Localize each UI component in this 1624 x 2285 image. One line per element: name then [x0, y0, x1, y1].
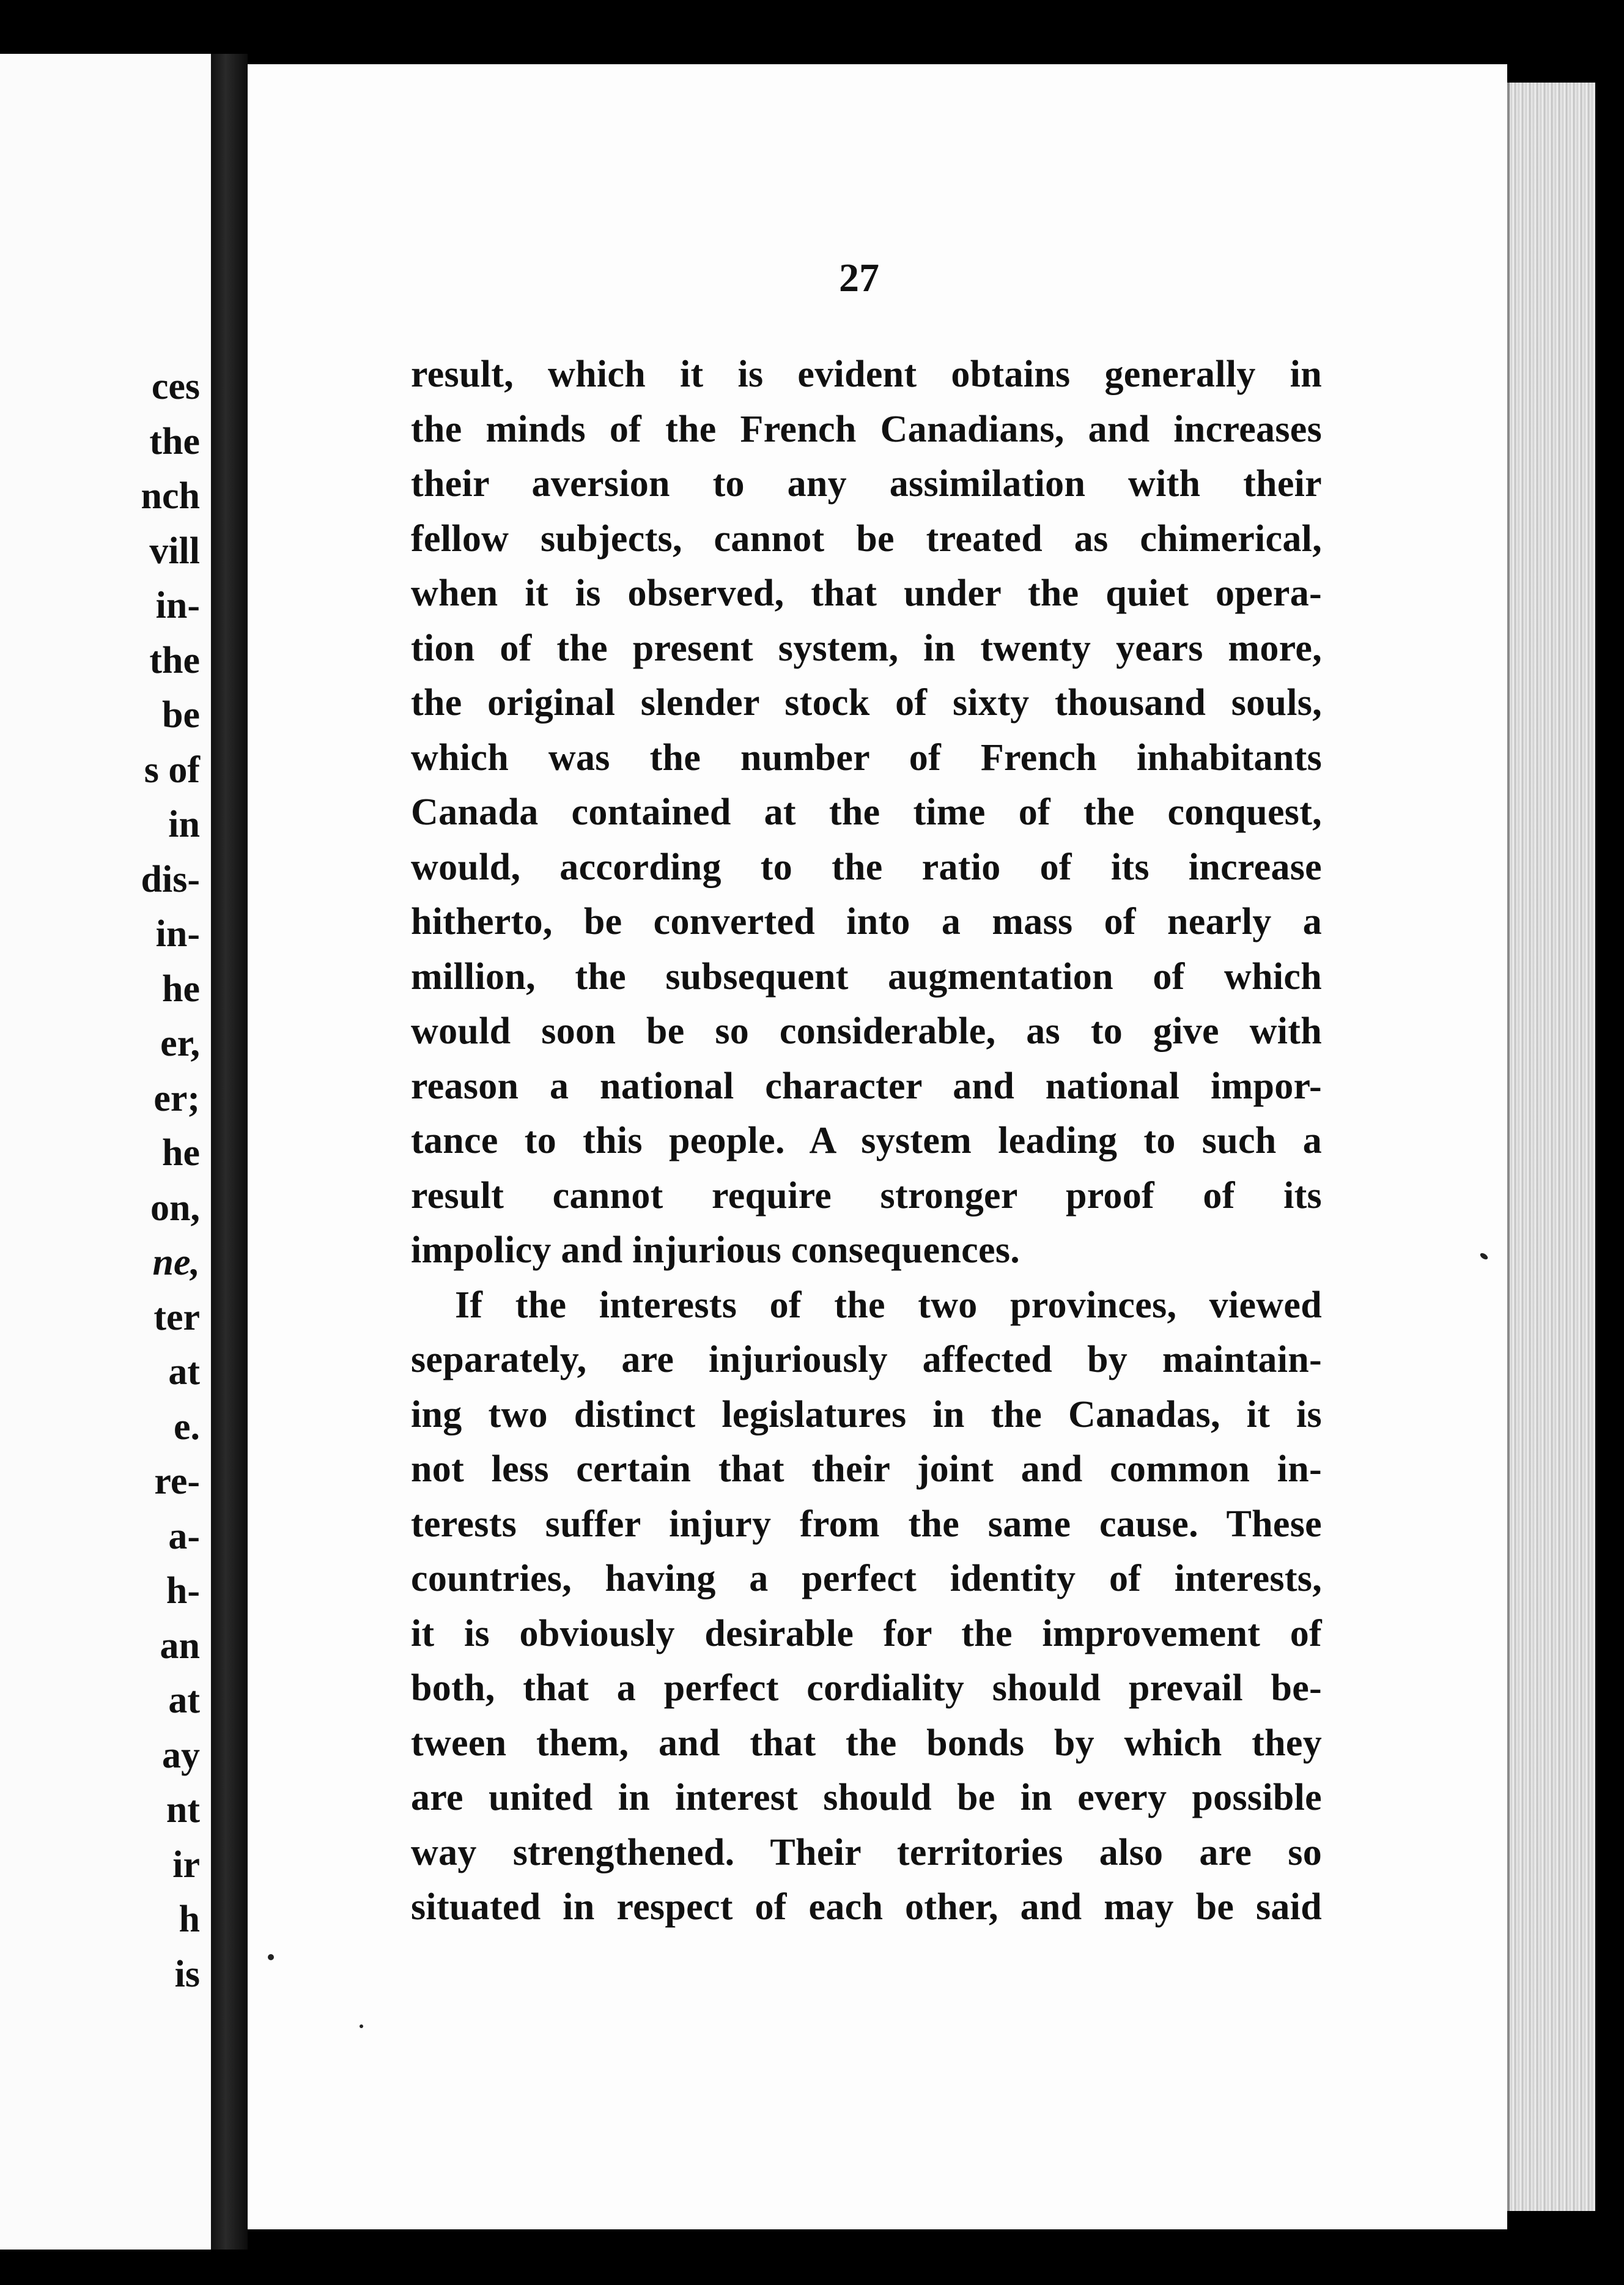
- text-line: terests suffer injury from the same cause. These: [411, 1503, 1322, 1545]
- text-line: would, according to the ratio of its increase: [411, 846, 1322, 888]
- left-fragment: in-: [155, 585, 200, 626]
- left-fragment: ter: [153, 1296, 200, 1338]
- left-fragment: is: [174, 1953, 200, 1995]
- left-fragment: e.: [173, 1405, 200, 1448]
- left-page: [0, 54, 211, 2250]
- text-line: not less certain that their joint and common in-: [411, 1448, 1322, 1490]
- left-fragment: on,: [150, 1187, 200, 1229]
- left-fragment: re-: [154, 1461, 200, 1502]
- left-fragment: ces: [151, 366, 200, 407]
- text-line: result cannot require stronger proof of its: [411, 1174, 1322, 1217]
- left-fragment: an: [160, 1624, 200, 1667]
- left-fragment: in-: [155, 913, 200, 955]
- left-fragment: he: [162, 968, 200, 1010]
- text-line: tween them, and that the bonds by which they: [411, 1722, 1322, 1764]
- text-line: separately, are injuriously affected by maintain-: [411, 1339, 1322, 1380]
- book-gutter: [211, 54, 248, 2250]
- left-fragment: h-: [166, 1570, 200, 1612]
- left-fragment: ay: [162, 1734, 200, 1776]
- text-line: result, which it is evident obtains generally in: [411, 354, 1322, 395]
- left-fragment: nt: [166, 1789, 200, 1831]
- left-fragment: the: [149, 420, 200, 462]
- body-text: [411, 347, 1322, 1935]
- left-fragment: er,: [160, 1023, 200, 1064]
- ink-speck: [360, 2024, 363, 2028]
- left-fragment: vill: [149, 530, 200, 572]
- text-line: way strengthened. Their territories also are so: [411, 1831, 1322, 1873]
- text-line: reason a national character and national impor-: [411, 1065, 1322, 1107]
- text-line: million, the subsequent augmentation of which: [411, 955, 1322, 998]
- text-line: are united in interest should be in every possible: [411, 1777, 1322, 1818]
- text-line: hitherto, be converted into a mass of nearly a: [411, 901, 1322, 943]
- left-fragment: at: [168, 1351, 200, 1393]
- text-line: both, that a perfect cordiality should prevail be-: [411, 1667, 1322, 1709]
- left-fragment: the: [149, 639, 200, 681]
- left-fragment: be: [162, 694, 200, 736]
- text-line: Canada contained at the time of the conquest,: [411, 791, 1322, 833]
- text-line: impolicy and injurious consequences.: [411, 1229, 1021, 1271]
- left-fragment: er;: [153, 1077, 200, 1119]
- left-fragment: in: [168, 804, 200, 845]
- left-fragment: dis-: [141, 858, 200, 900]
- text-line: countries, having a perfect identity of interests,: [411, 1558, 1322, 1599]
- left-fragment: nch: [141, 475, 200, 517]
- left-fragment: ir: [172, 1843, 200, 1886]
- text-line: If the interests of the two provinces, viewed: [455, 1284, 1322, 1326]
- text-line: it is obviously desirable for the improvement of: [411, 1612, 1322, 1654]
- left-fragment: h: [179, 1898, 200, 1940]
- text-line: situated in respect of each other, and may be said: [411, 1886, 1322, 1928]
- text-line: fellow subjects, cannot be treated as chimerical,: [411, 517, 1322, 560]
- page-number: 27: [839, 256, 879, 300]
- text-line: tance to this people. A system leading to such a: [411, 1120, 1322, 1161]
- text-line: which was the number of French inhabitants: [411, 736, 1322, 779]
- left-page-text-fragments: [141, 360, 200, 2002]
- page-edge-stack: [1507, 83, 1595, 2211]
- text-line: tion of the present system, in twenty years more,: [411, 627, 1322, 669]
- left-fragment: he: [162, 1132, 200, 1174]
- ink-speck: [268, 1954, 274, 1960]
- left-fragment: s of: [144, 749, 200, 791]
- left-fragment: a-: [168, 1515, 200, 1557]
- text-line: when it is observed, that under the quiet opera-: [411, 572, 1322, 614]
- text-line: the original slender stock of sixty thousand souls,: [411, 682, 1322, 724]
- text-line: their aversion to any assimilation with their: [411, 463, 1322, 505]
- left-fragment: at: [168, 1679, 200, 1721]
- left-fragment: ne,: [152, 1242, 200, 1283]
- text-line: would soon be so considerable, as to give with: [411, 1010, 1322, 1052]
- text-line: the minds of the French Canadians, and increases: [411, 408, 1322, 450]
- text-line: ing two distinct legislatures in the Canadas, it is: [411, 1393, 1322, 1435]
